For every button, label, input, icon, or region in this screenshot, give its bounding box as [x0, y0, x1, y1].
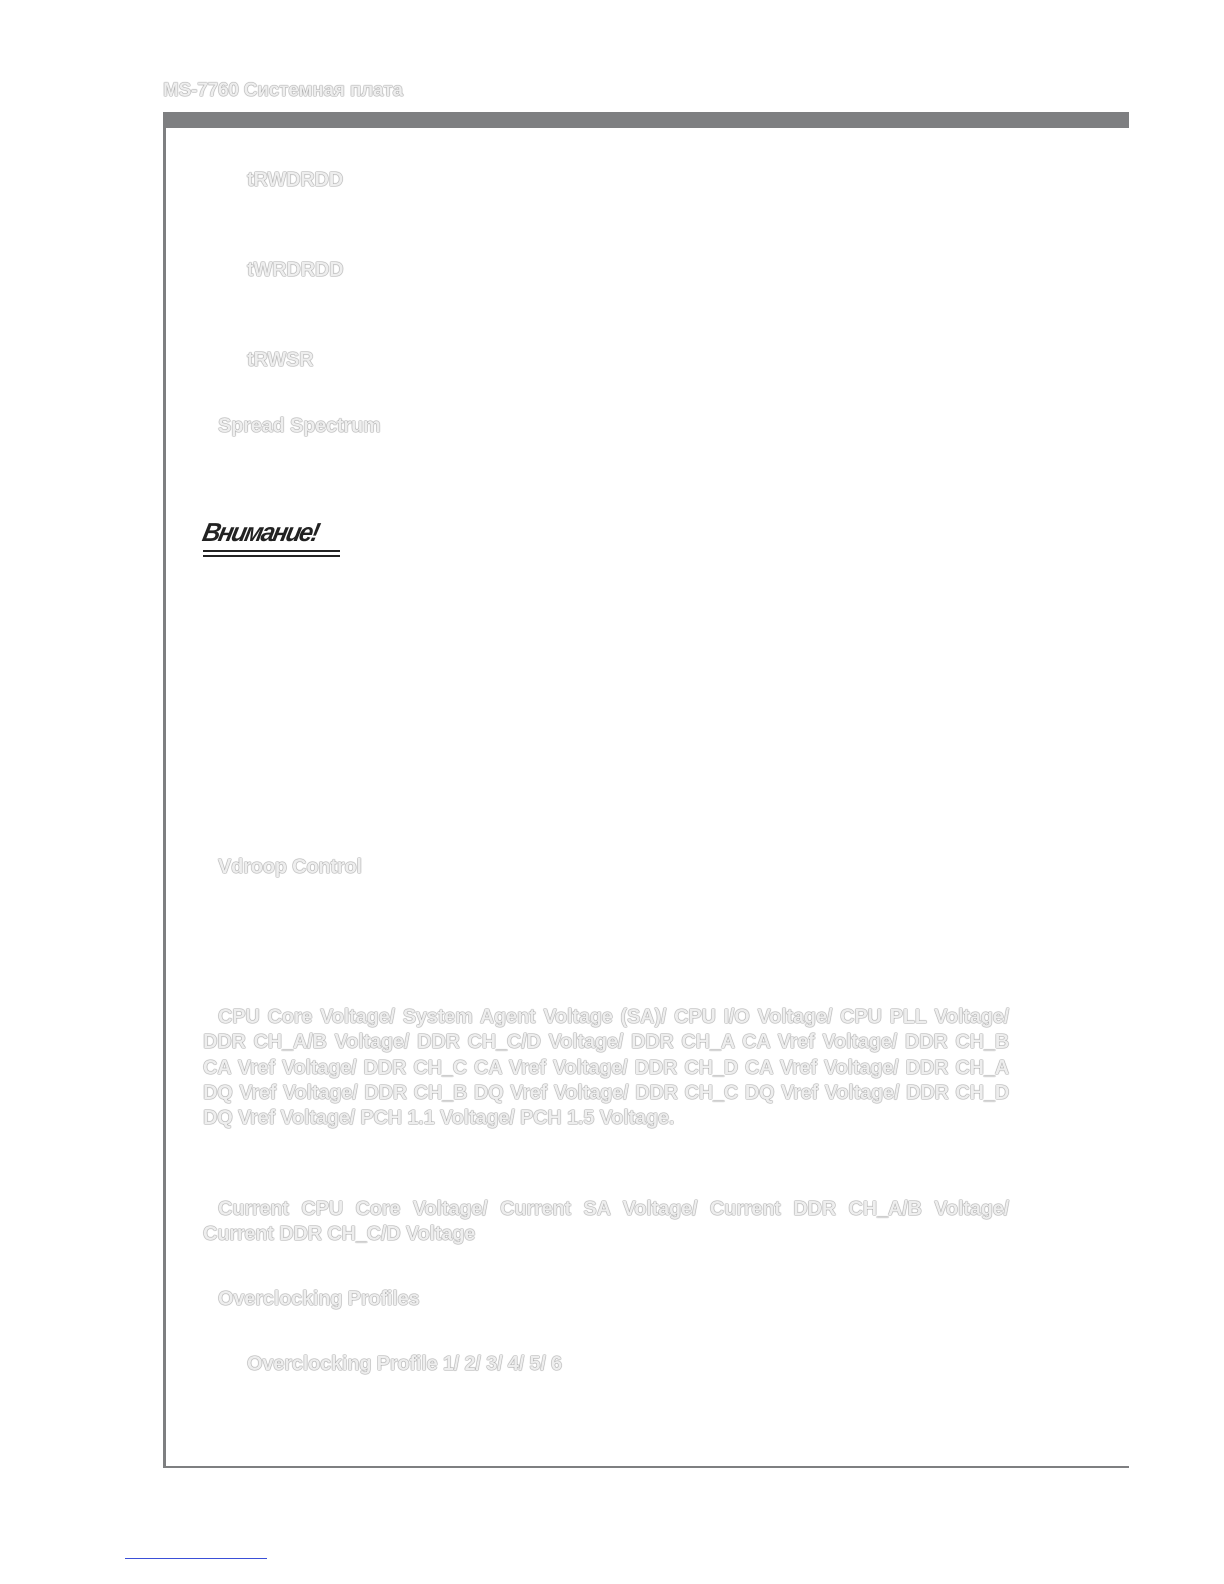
document-header: MS-7760 Системная плата	[163, 80, 403, 101]
attention-heading: Внимание!	[199, 517, 322, 547]
item-vdroop-control: Vdroop Control	[218, 856, 362, 878]
header-bar	[163, 112, 1129, 128]
item-trwsr: tRWSR	[247, 349, 314, 371]
attention-underline-2	[203, 555, 340, 557]
current-voltages-paragraph	[203, 1197, 1009, 1248]
current-voltages-text: Current CPU Core Voltage/ Current SA Voltage/ Current DDR CH_A/B Voltage/ Current DDR CH_C/D Voltage	[203, 1198, 1009, 1246]
item-spread-spectrum: Spread Spectrum	[218, 415, 381, 437]
bottom-rule	[163, 1466, 1129, 1468]
footer-line	[125, 1558, 267, 1559]
voltage-list-text: CPU Core Voltage/ System Agent Voltage (SA)/ CPU I/O Voltage/ CPU PLL Voltage/ DDR CH_A/B Voltage/ DDR CH_C/D Voltage/ DDR CH_A CA Vref Voltage/ DDR CH_B CA Vref Voltage/ DDR CH_C CA Vref Voltage/ DDR CH_D CA Vref Voltage/ DDR CH_A DQ Vref Voltage/ DDR CH_B DQ Vref Voltage/ DDR CH_C DQ Vref Voltage/ DDR CH_D DQ Vref Voltage/ PCH 1.1 Voltage/ PCH 1.5 Voltage.	[203, 1006, 1009, 1130]
voltage-list-paragraph	[203, 1005, 1009, 1131]
attention-underline	[203, 550, 340, 552]
item-overclocking-profile-n: Overclocking Profile 1/ 2/ 3/ 4/ 5/ 6	[247, 1353, 562, 1375]
item-trwdrdd: tRWDRDD	[247, 169, 343, 191]
item-overclocking-profiles: Overclocking Profiles	[218, 1288, 420, 1310]
item-twrdrdd: tWRDRDD	[247, 259, 344, 281]
left-rule	[163, 112, 166, 1468]
